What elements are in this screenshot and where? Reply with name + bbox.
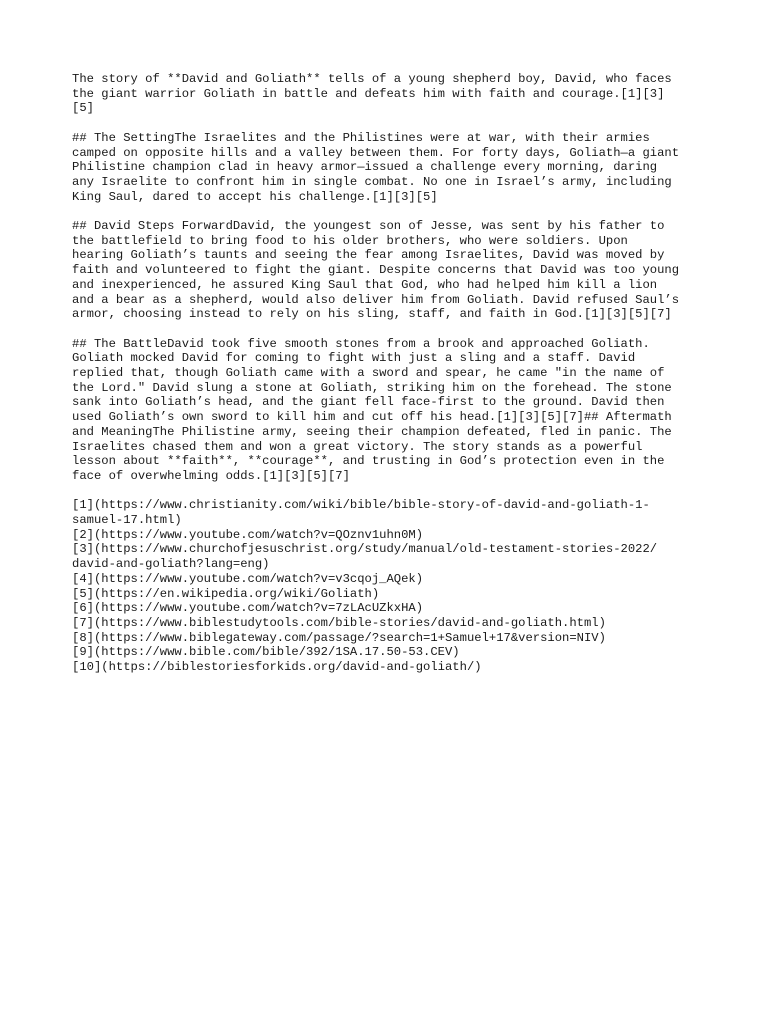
paragraph-line: [5] (72, 101, 94, 116)
paragraph-line: Israelites chased them and won a great victory. The story stands as a powerful (72, 439, 643, 454)
paragraph-line: replied that, though Goliath came with a sword and spear, he came "in the name of (72, 366, 665, 381)
reference-list (72, 498, 702, 674)
paragraph-line: hearing Goliath’s taunts and seeing the fear among Israelites, David was moved by (72, 248, 665, 263)
paragraph (72, 219, 702, 322)
paragraph-line: and inexperienced, he assured King Saul that God, who had helped him kill a lion (72, 277, 658, 292)
paragraph-line: camped on opposite hills and a valley between them. For forty days, Goliath—a giant (72, 145, 680, 160)
paragraph-line: face of overwhelming odds.[1][3][5][7] (72, 468, 350, 483)
paragraph-line: The story of **David and Goliath** tells of a young shepherd boy, David, who faces (72, 72, 672, 86)
paragraph-line: King Saul, dared to accept his challenge.[1][3][5] (72, 189, 438, 204)
paragraph-line: ## The BattleDavid took five smooth stones from a brook and approached Goliath. (72, 336, 650, 351)
paragraph (72, 337, 702, 484)
reference-line: [7](https://www.biblestudytools.com/bible-stories/david-and-goliath.html) (72, 615, 606, 630)
reference-line: [3](https://www.churchofjesuschrist.org/study/manual/old-testament-stories-2022/ (72, 542, 658, 557)
paragraph (72, 72, 702, 116)
document-page (72, 72, 702, 675)
paragraph-line: any Israelite to confront him in single combat. No one in Israel’s army, including (72, 174, 672, 189)
paragraph-line: Goliath mocked David for coming to fight with just a sling and a staff. David (72, 351, 636, 366)
paragraph-line: sank into Goliath’s head, and the giant fell face-first to the ground. David then (72, 395, 665, 410)
reference-line: [6](https://www.youtube.com/watch?v=7zLAcUZkxHA) (72, 601, 424, 616)
reference-line: [9](https://www.bible.com/bible/392/1SA.17.50-53.CEV) (72, 645, 460, 660)
paragraph-line: ## The SettingThe Israelites and the Philistines were at war, with their armies (72, 130, 650, 145)
reference-line: [2](https://www.youtube.com/watch?v=QOznv1uhn0M) (72, 527, 424, 542)
document-body (72, 72, 702, 484)
reference-line: [4](https://www.youtube.com/watch?v=v3cqoj_AQek) (72, 571, 424, 586)
paragraph-line: used Goliath’s own sword to kill him and cut off his head.[1][3][5][7]## Aftermath (72, 410, 672, 425)
reference-line: samuel-17.html) (72, 513, 182, 528)
paragraph (72, 131, 702, 205)
reference-line: [1](https://www.christianity.com/wiki/bible/bible-story-of-david-and-goliath-1- (72, 498, 650, 513)
paragraph-line: the giant warrior Goliath in battle and defeats him with faith and courage.[1][3] (72, 86, 665, 101)
paragraph-line: armor, choosing instead to rely on his sling, staff, and faith in God.[1][3][5][7] (72, 307, 672, 322)
paragraph-line: lesson about **faith**, **courage**, and trusting in God’s protection even in the (72, 454, 665, 469)
paragraph-line: the Lord." David slung a stone at Goliath, striking him on the forehead. The stone (72, 380, 672, 395)
paragraph-line: Philistine champion clad in heavy armor—issued a challenge every morning, daring (72, 160, 658, 175)
paragraph-line: ## David Steps ForwardDavid, the youngest son of Jesse, was sent by his father to (72, 219, 665, 233)
paragraph-line: the battlefield to bring food to his older brothers, who were soldiers. Upon (72, 233, 628, 248)
reference-line: [10](https://biblestoriesforkids.org/david-and-goliath/) (72, 660, 482, 675)
paragraph-line: and MeaningThe Philistine army, seeing their champion defeated, fled in panic. The (72, 424, 672, 439)
reference-line: [8](https://www.biblegateway.com/passage/?search=1+Samuel+17&version=NIV) (72, 630, 606, 645)
reference-line: [5](https://en.wikipedia.org/wiki/Goliath) (72, 586, 380, 601)
reference-line: david-and-goliath?lang=eng) (72, 557, 270, 572)
paragraph-line: faith and volunteered to fight the giant. Despite concerns that David was too young (72, 263, 680, 278)
paragraph-line: and a bear as a shepherd, would also deliver him from Goliath. David refused Saul’s (72, 292, 680, 307)
